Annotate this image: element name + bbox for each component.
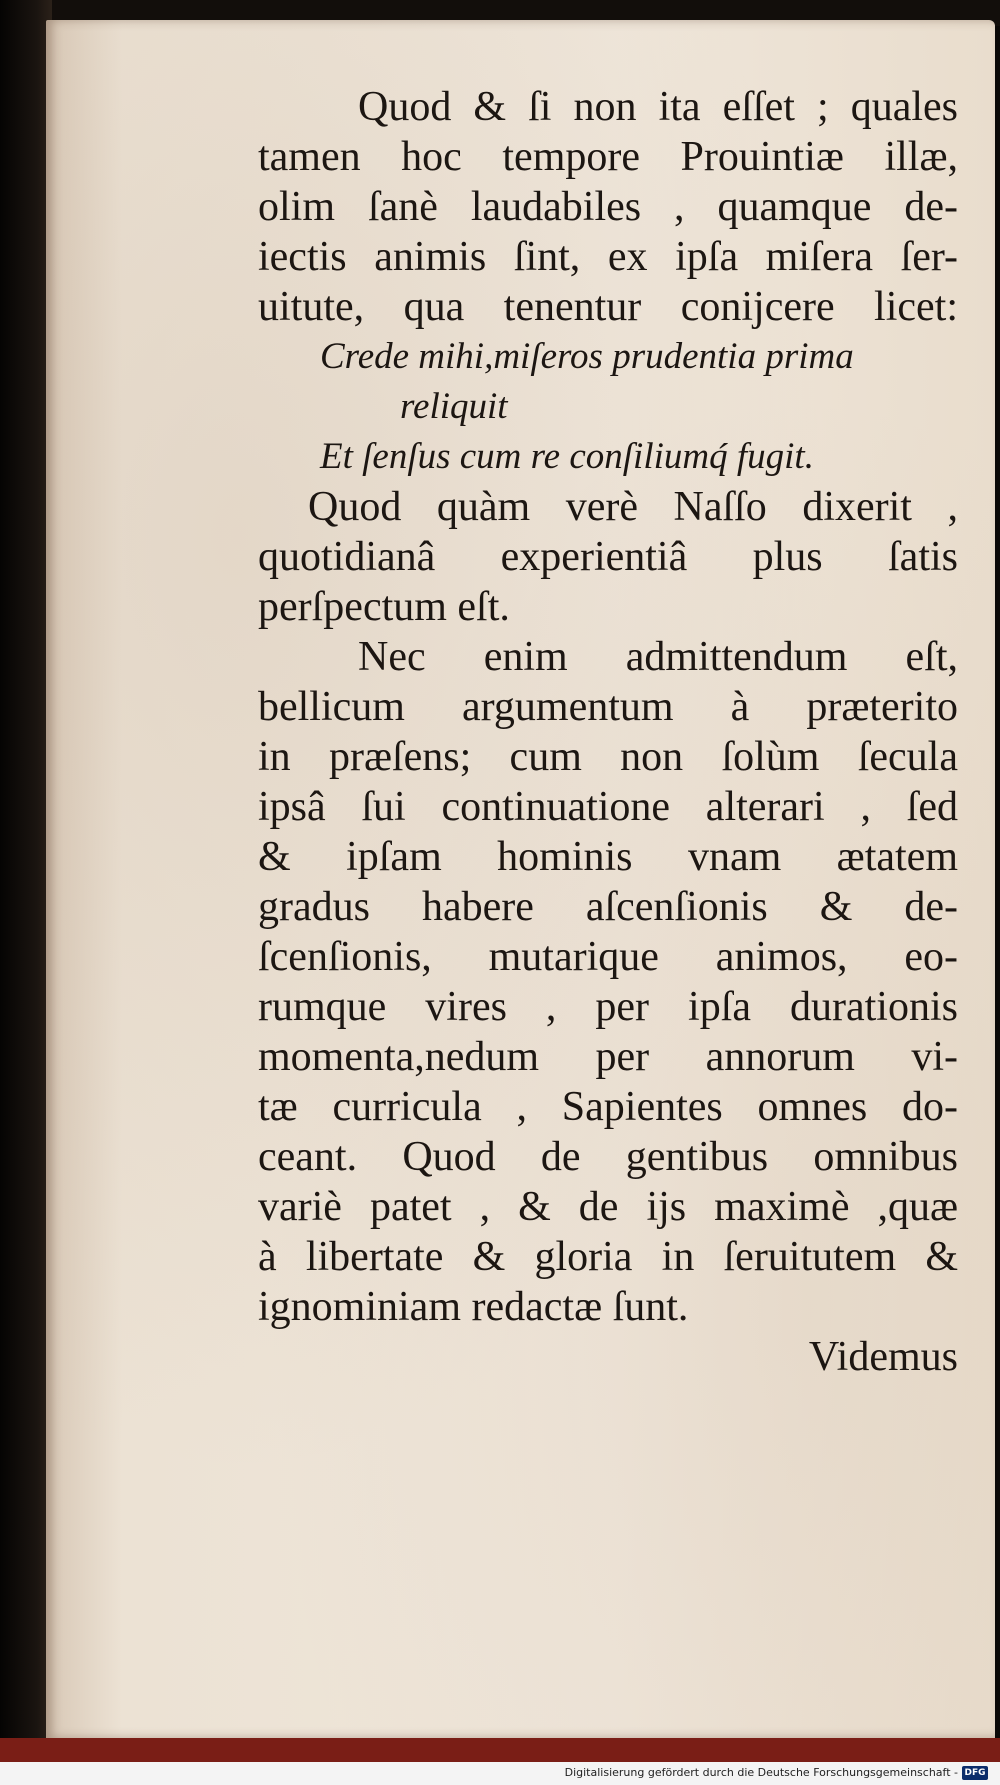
verse-line: reliquit [400,386,508,427]
verse-line: Et ſenſus cum re conſiliumq́ fugit. [320,436,814,477]
verse-line: Crede mihi,miſeros prudentia prima [320,336,854,377]
text-line: in præſens; cum non ſolùm ſecula [258,734,958,780]
text-line: ſcenſionis, mutarique animos, eo- [258,934,958,980]
text-line: olim ſanè laudabiles , quamque de- [258,184,958,230]
text-line: Nec enim admittendum eſt, [358,634,958,680]
text-line: Quod & ſi non ita eſſet ; quales [358,84,958,130]
text-line: gradus habere aſcenſionis & de- [258,884,958,930]
scan-border-bottom [0,1738,1000,1762]
text-line: Quod quàm verè Naſſo dixerit , [308,484,958,530]
text-line: uitute, qua tenentur conijcere licet: [258,284,958,330]
text-line: momenta,nedum per annorum vi- [258,1034,958,1080]
text-line: iectis animis ſint, ex ipſa miſera ſer- [258,234,958,280]
text-line: & ipſam hominis vnam ætatem [258,834,958,880]
text-line: tæ curricula , Sapientes omnes do- [258,1084,958,1130]
page-text [258,82,958,1382]
text-line: rumque vires , per ipſa durationis [258,984,958,1030]
footer-credit: Digitalisierung gefördert durch die Deutsche Forschungsgemeinschaft - [564,1766,958,1779]
text-line: ipsâ ſui continuatione alterari , ſed [258,784,958,830]
text-line: quotidianâ experientiâ plus ſatis [258,534,958,580]
text-line: perſpectum eſt. [258,584,510,630]
text-line: à libertate & gloria in ſeruitutem & [258,1234,958,1280]
text-line: ignominiam redactæ ſunt. [258,1284,689,1330]
text-line: ceant. Quod de gentibus omnibus [258,1134,958,1180]
text-line: tamen hoc tempore Prouintiæ illæ, [258,134,958,180]
text-line: bellicum argumentum à præterito [258,684,958,730]
digitization-footer [0,1762,1000,1785]
text-line: variè patet , & de ijs maximè ,quæ [258,1184,958,1230]
scan-border-left [0,0,52,1740]
catchword: Videmus [808,1334,958,1380]
dfg-logo-icon: DFG [962,1766,988,1780]
